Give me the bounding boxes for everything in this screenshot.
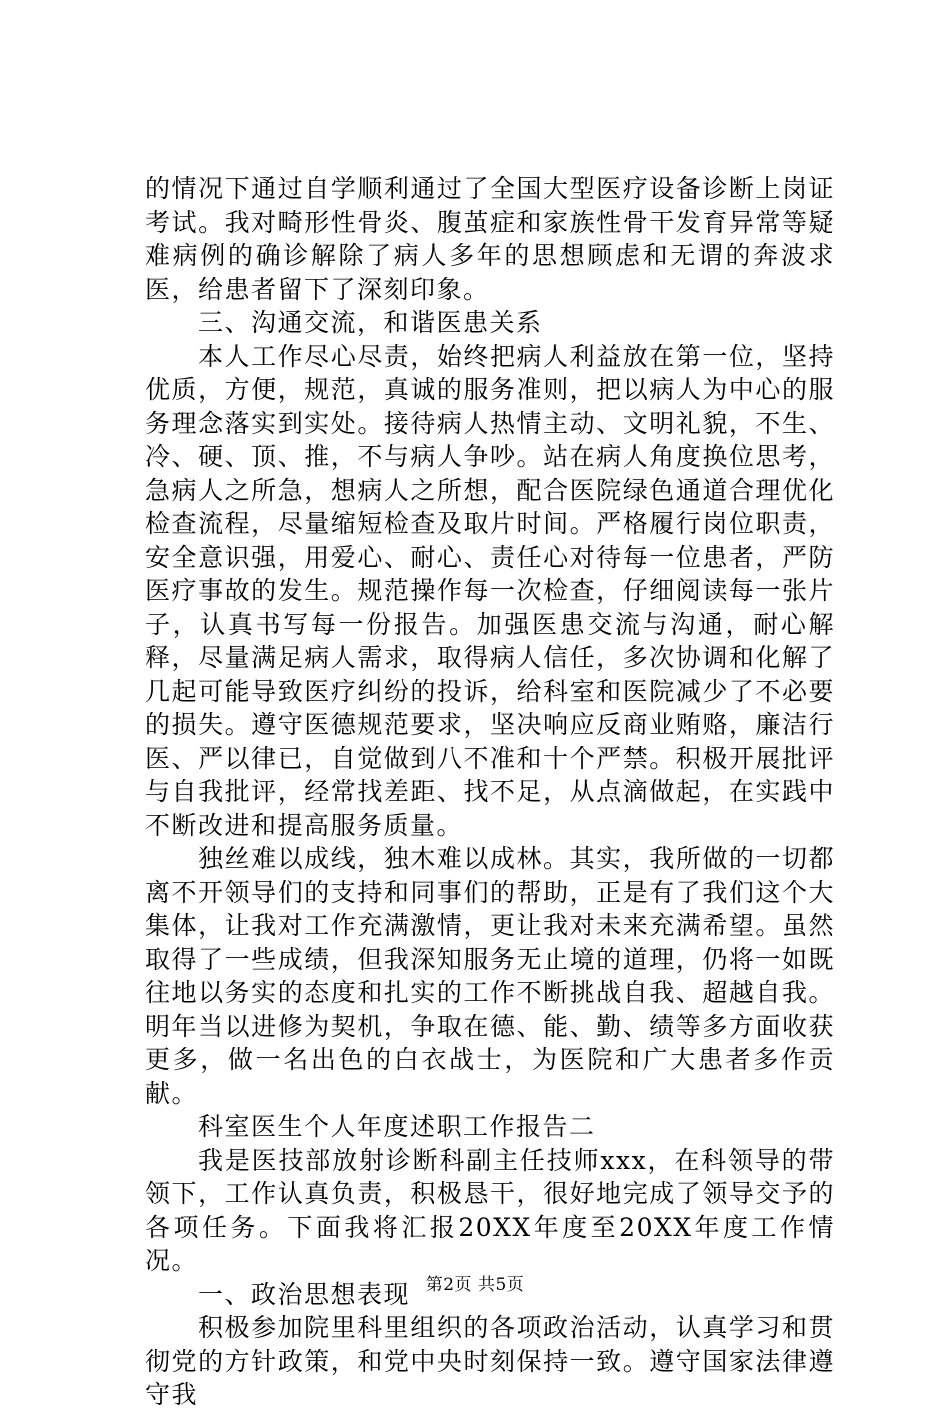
section-heading-political: 一、政治思想表现 [198,1279,411,1309]
paragraph-service: 本人工作尽心尽责，始终把病人利益放在第一位，坚持优质，方便，规范，真诚的服务准则，把以病人为中心的服务理念落实到实处。接待病人热情主动、文明礼貌，不生、冷、硬、顶、推，不与病人争吵。站在病人角度换位思考，急病人之所急，想病人之所想，配合医院绿色通道合理优化检查流程，尽量缩短检查及取片时间。严格履行岗位职责，安全意识强，用爱心、耐心、责任心对待每一位患者，严防医疗事故的发生。规范操作每一次检查，仔细阅读每一张片子，认真书写每一份报告。加强医患交流与沟通，耐心解释，尽量满足病人需求，取得病人信任，多次协调和化解了几起可能导致医疗纠纷的投诉，给科室和医院减少了不必要的损失。遵守医德规范要求，坚决响应反商业贿赂，廉洁行医、严以律已，自觉做到八不准和十个严禁。积极开展批评与自我批评，经常找差距、找不足，从点滴做起，在实践中不断改进和提高服务质量。 [145,341,835,840]
paragraph-continuation: 的情况下通过自学顺利通过了全国大型医疗设备诊断上岗证考试。我对畸形性骨炎、腹茧症和家族性骨干发育异常等疑难病例的确诊解除了病人多年的思想顾虑和无谓的奔波求医，给患者留下了深刻印象。 [145,174,835,304]
paragraph-conclusion: 独丝难以成线，独木难以成林。其实，我所做的一切都离不开领导们的支持和同事们的帮助，正是有了我们这个大集体，让我对工作充满激情，更让我对未来充满希望。虽然取得了一些成绩，但我深知服务无止境的道理，仍将一如既往地以务实的态度和扎实的工作不断挑战自我、超越自我。明年当以进修为契机，争取在德、能、勤、绩等多方面收获更多，做一名出色的白衣战士，为医院和广大患者多作贡献。 [145,844,835,1108]
paragraph-political: 积极参加院里科里组织的各项政治活动，认真学习和贯彻党的方针政策，和党中央时刻保持一致。遵守国家法律遵守我 [145,1313,835,1409]
document-body [145,172,835,1412]
report-title: 科室医生个人年度述职工作报告二 [198,1112,596,1141]
section-heading-communication: 三、沟通交流，和谐医患关系 [198,308,543,337]
page-number-footer: 第2页 共5页 [425,1275,525,1295]
paragraph-introduction: 我是医技部放射诊断科副主任技师xxx，在科领导的带领下，工作认真负责，积极恳干，很好地完成了领导交予的各项任务。下面我将汇报20XX年度至20XX年度工作情况。 [145,1145,835,1275]
